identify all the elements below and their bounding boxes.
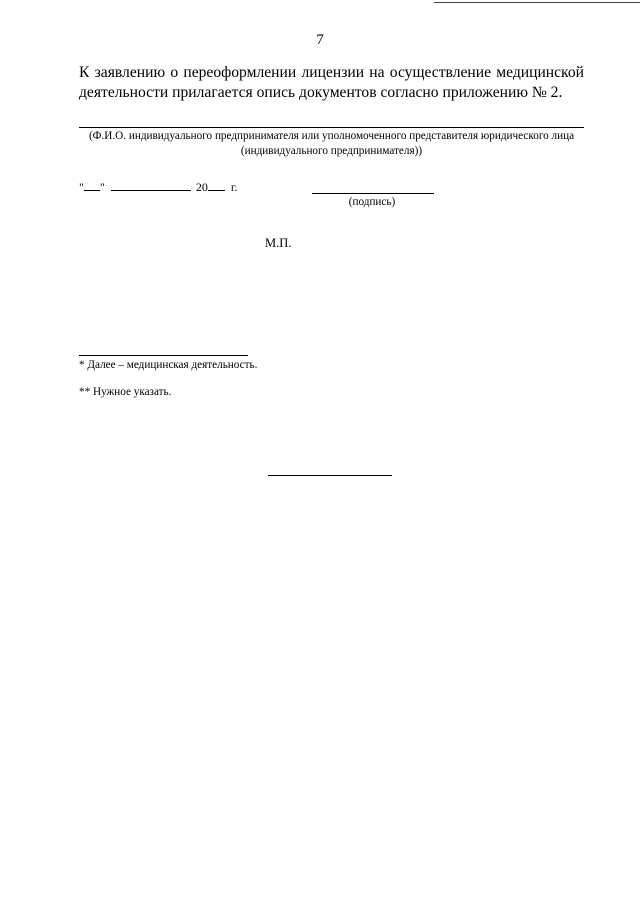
year-prefix: 20 [195,180,208,194]
page-number: 7 [316,32,324,48]
fio-caption: (Ф.И.О. индивидуального предпринимателя или уполномоченного представителя юридического лица (индивидуального предпринимателя)) [88,130,575,157]
fio-line [79,127,584,128]
year-suffix: г. [230,180,238,194]
footnote-2: ** Нужное указать. [79,386,172,398]
header-rule [434,2,640,3]
day-blank [84,180,100,191]
footnote-1: * Далее – медицинская деятельность. [79,359,258,371]
end-rule [268,475,392,476]
signature-caption: (подпись) [348,196,396,208]
intro-paragraph: К заявлению о переоформлении лицензии на осуществление медицинской деятельности прилагается опись документов согласно приложению № 2. [79,64,584,101]
quote-close: " [99,180,105,194]
signature-line [312,193,434,194]
month-blank [111,180,191,191]
stamp-place-label: М.П. [265,236,292,250]
date-line [79,180,237,195]
year-blank [208,180,225,191]
footnote-separator [79,355,248,356]
quote-open: " [79,180,84,194]
